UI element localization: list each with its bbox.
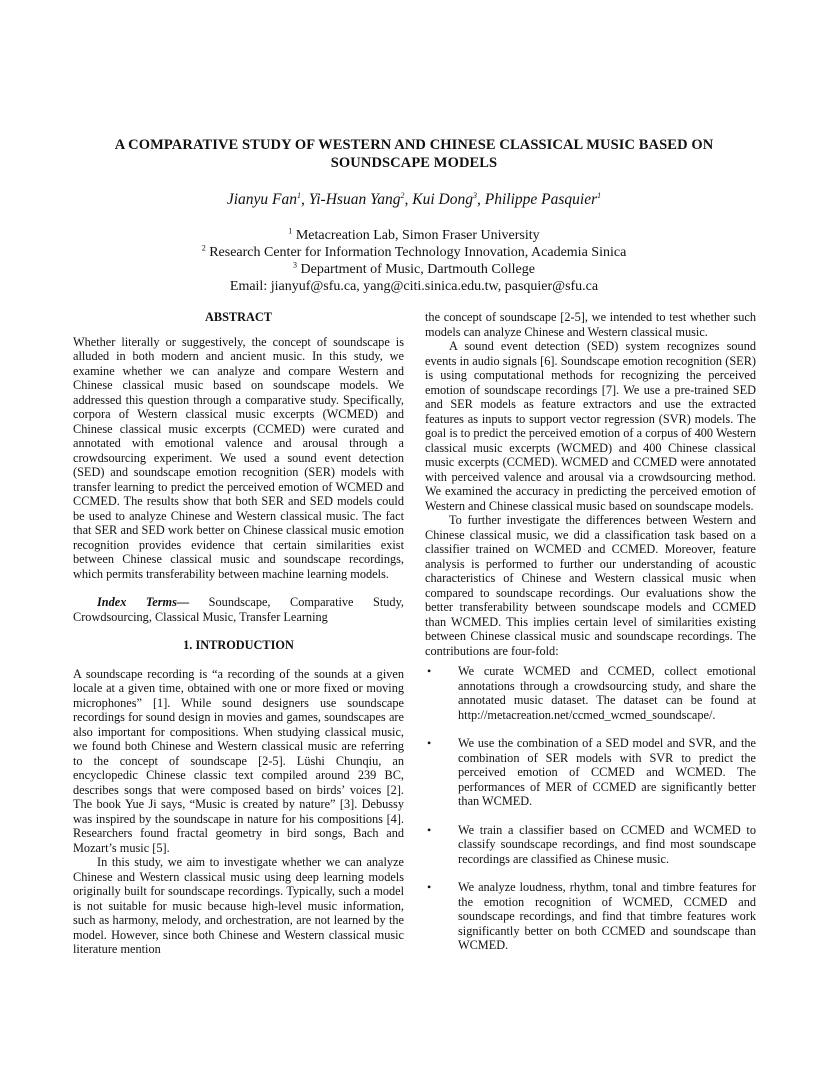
list-item-text: We analyze loudness, rhythm, tonal and timbre features for the emotion recognition of WCMED, CCMED and soundscape recordings, and find that timbre features work significantly better on both CCMED and soundscape than WCMED.: [458, 880, 756, 952]
right-paragraph-1: the concept of soundscape [2-5], we intended to test whether such models can analyze Chinese and Western classical music.: [425, 310, 756, 339]
right-paragraph-2: A sound event detection (SED) system recognizes sound events in audio signals [6]. Soundscape emotion recognition (SER) is using computational methods for recognizing the perceived emotion of soundscape recordings [7]. We use a pre-trained SED and SER models as feature extractors and use the extracted features as inputs to support vector regression (SVR) models. The goal is to predict the perceived emotion of a corpus of 400 Western classical music excerpts (WCMED) and 400 Chinese classical music excerpts (CCMED). WCMED and CCMED were annotated with perceived valence and arousal via a crowdsourcing method. We examined the accuracy in predicting the perceived emotion of Western and Chinese classical music based on soundscape models.: [425, 339, 756, 513]
list-item: [425, 664, 756, 722]
author-separator: ,: [477, 191, 485, 208]
author-list: [60, 190, 768, 210]
title-line-2: SOUNDSCAPE MODELS: [330, 155, 498, 171]
left-column: [73, 310, 404, 957]
author-affil-mark: 1: [297, 190, 302, 200]
list-item: [425, 736, 756, 809]
author-separator: ,: [301, 191, 309, 208]
author-affil-mark: 1: [597, 190, 602, 200]
list-item: [425, 880, 756, 953]
email-line: Email: jianyuf@sfu.ca, yang@citi.sinica.edu.tw, pasquier@sfu.ca: [229, 279, 599, 294]
affiliations: [60, 227, 768, 295]
author-name: Kui Dong: [412, 191, 473, 208]
list-item-text: We use the combination of a SED model and SVR, and the combination of SER models with SVR to predict the perceived emotion of CCMED and WCMED. The performances of MER of CCMED are significantly better than WCMED.: [458, 736, 756, 808]
introduction-heading: 1. INTRODUCTION: [183, 638, 294, 652]
intro-paragraph-1: A soundscape recording is “a recording of the sounds at a given locale at a given time, obtained with one or more fixed or moving microphones” [1]. While sound designers use soundscape recordings for sound design in movies and games, soundscapes are also important for compositions. When studying classical music, we found both Chinese and Western classical music are referring to the concept of soundscape [2-5]. Lüshi Chunqiu, an encyclopedic Chinese classic text compiled around 239 BC, describes songs that were composed based on birds’ voices [2]. The book Yue Ji says, “Music is created by nature” [3]. Debussy was inspired by the soundscape in nature for his compositions [4]. Researchers found fractal geometry in bird songs, Bach and Mozart’s music [5].: [73, 666, 404, 855]
paper-title: [60, 136, 768, 172]
affil-text: Metacreation Lab, Simon Fraser University: [292, 228, 540, 243]
contributions-list: [425, 664, 756, 953]
intro-paragraph-2: In this study, we aim to investigate whether we can analyze Chinese and Western classical music using deep learning models originally built for soundscape recordings. Typically, such a model is not suitable for music because high-level music information, such as harmony, melody, and orchestration, are not learned by the model. However, since both Chinese and Western classical music literature mention: [73, 855, 404, 956]
bullet-icon: •: [427, 880, 432, 894]
right-paragraph-3: To further investigate the differences between Western and Chinese classical music, we did a classification task based on a classifier trained on WCMED and CCMED. Moreover, feature analysis is performed to further our understanding of acoustic characteristics of Chinese and Western classical music when compared to soundscape recordings. Our evaluations show the better transferability between soundscape models and CCMED than WCMED. This implies certain level of similarities existing between Chinese classical music and soundscape recordings. The contributions are four-fold:: [425, 513, 756, 658]
abstract-heading: ABSTRACT: [205, 310, 272, 324]
affiliation-line: [60, 244, 768, 261]
author-name: Philippe Pasquier: [484, 191, 598, 208]
index-terms-label: Index Terms—: [97, 595, 190, 609]
author-separator: ,: [404, 191, 413, 208]
list-item-text: We train a classifier based on CCMED and WCMED to classify soundscape recordings, and find most soundscape recordings are classified as Chinese music.: [458, 822, 756, 866]
affil-text: Department of Music, Dartmouth College: [297, 262, 535, 277]
index-terms-text: Soundscape, Comparative Study, Crowdsourcing, Classical Music, Transfer Learning: [73, 595, 405, 624]
affil-mark: 3: [293, 260, 298, 270]
author-affil-mark: 2: [400, 190, 405, 200]
author-name: Yi-Hsuan Yang: [308, 191, 401, 208]
affil-mark: 2: [201, 243, 206, 253]
author-name: Jianyu Fan: [226, 191, 298, 208]
list-item-text: We curate WCMED and CCMED, collect emotional annotations through a crowdsourcing study, and share the annotated music dataset. The dataset can be found at http://metacreation.net/ccmed_wcmed_soundscape/.: [458, 664, 756, 722]
abstract-text: Whether literally or suggestively, the concept of soundscape is alluded in both modern and ancient music. In this study, we examine whether we can analyze and compare Western and Chinese classical music based on soundscape models. We addressed this question through a comparative study. Specifically, corpora of Western classical music excerpts (WCMED) and Chinese classical music excerpts (CCMED) were curated and annotated with emotional valence and arousal through a crowdsourcing experiment. We used a sound event detection (SED) and soundscape emotion recognition (SER) models with transfer learning to predict the perceived emotion of WCMED and CCMED. The results show that both SER and SED models could be used to analyze Chinese and Western classical music. The fact that SER and SED work better on Chinese classical music emotion recognition provides evidence that certain similarities exist between Chinese classical music and soundscape recordings, which permits transferability between machine learning models.: [73, 334, 404, 581]
affiliation-line: [60, 227, 768, 244]
right-column: [425, 310, 756, 967]
list-item: [425, 823, 756, 867]
affil-mark: 1: [288, 226, 293, 236]
author-affil-mark: 3: [473, 190, 477, 200]
affil-text: Research Center for Information Technology Innovation, Academia Sinica: [205, 245, 627, 260]
affiliation-line: [60, 261, 768, 278]
title-line-1: A COMPARATIVE STUDY OF WESTERN AND CHINESE CLASSICAL MUSIC BASED ON: [114, 137, 714, 153]
bullet-icon: •: [427, 664, 432, 678]
index-terms: [73, 595, 404, 624]
bullet-icon: •: [427, 736, 432, 750]
bullet-icon: •: [427, 822, 432, 837]
